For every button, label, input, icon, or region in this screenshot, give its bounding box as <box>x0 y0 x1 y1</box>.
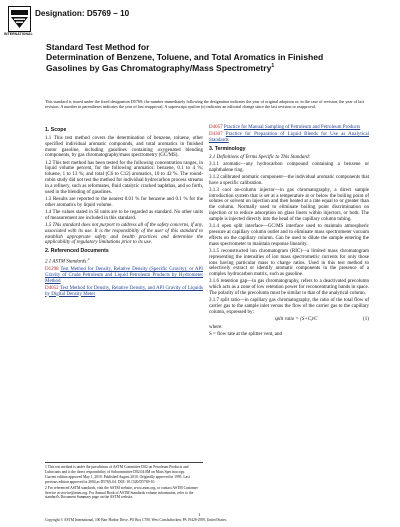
title-main: Determination of Benzene, Toluene, and Total Aromatics in Finished Gasolines by Gas Chromatography/Mass Spectrometry <box>46 51 324 74</box>
para-1-2: 1.2 This test method has been tested for the following concentration ranges, in liquid volume percent, for the following aromatics: benzene, 0.1 to 4 %; toluene, 1 to 13 %; and total (C6 to C12) aromatics, 10 to 42 %. The round-robin study did not test the method for individual hydrocarbon process streams in a refinery, such as reformates, fluid catalytic cracked naphthas, and so forth, used in the blending of gasolines. <box>45 160 203 195</box>
para-3-1-4: 3.1.4 open split interface—GC/MS interface used to maintain atmospheric pressure at capillary column outlet and to eliminate mass spectrometer vacuum effects on the capillary column. Can be used to dilute the sample entering the mass spectrometer to maintain response linearity. <box>209 224 369 247</box>
para-1-5: 1.5 This standard does not purport to address all of the safety concerns, if any, associated with its use. It is the responsibility of the user of this standard to establish appropriate safety and health practices and determine the applicability of regulatory limitations prior to its use. <box>45 222 203 246</box>
scope-heading: 1. Scope <box>45 127 67 133</box>
logo-wordmark: INTERNATIONAL <box>4 32 33 36</box>
title-line-1: Standard Test Method for <box>46 42 150 52</box>
para-3-1: 3.1 Definitions of Terms Specific to This Standard: <box>209 154 311 160</box>
equation-number: (1) <box>363 317 369 323</box>
where-s: S = flow rate at the splitter vent, and <box>209 331 282 337</box>
footnote-1-edition: Current edition approved May 1, 2010. Published August 2010. Originally approved in 1995. Last previous edition approved in 2004 as D5769–04. DOI: 10.1520/D5769-10. <box>45 475 190 485</box>
para-3-1-3: 3.1.3 cool on-column injector—in gas chromatography, a direct sample introduction system that is set at a temperature at or below the boiling point of solutes or solvent on injection and then heated at a rate equal to or greater than the column. Normally used to eliminate boiling point discrimination on injection or to reduce adsorption on glass liners within injectors, or both. The sample is injected directly into the head of the capillary column tubing. <box>209 187 369 222</box>
astm-logo-icon <box>8 6 31 32</box>
reference-link[interactable]: D4307 Practice for Preparation of Liquid Blends for Use as Analytical Standards <box>209 132 370 143</box>
footnotes <box>45 462 203 501</box>
equation-1 <box>209 317 369 323</box>
designation: Designation: D5769 – 10 <box>35 9 130 18</box>
where-label: where: <box>209 324 223 330</box>
reference-link[interactable]: D4052 Test Method for Density, Relative Density, and API Gravity of Liquids by Digital Density Meter <box>45 285 203 297</box>
para-1-4: 1.4 The values stated in SI units are to be regarded as standard. No other units of measurement are included in this standard. <box>45 209 203 221</box>
references-heading: 2. Referenced Documents <box>45 248 109 255</box>
para-2-1: 2.1 ASTM Standards:$^2$ <box>45 257 90 265</box>
footnote-1: 1 This test method is under the jurisdiction of ASTM Committee D02 on Petroleum Products and Lubricants and is the direct responsibility of Subcommittee D02.04.0M on Mass Spectroscopy. <box>45 465 189 474</box>
document-title <box>46 43 366 74</box>
terminology-heading: 3. Terminology <box>209 145 246 152</box>
para-1-3: 1.3 Results are reported to the nearest 0.01 % for benzene and 0.1 % for the other aromatics by liquid volume. <box>45 196 203 208</box>
para-3-1-1: 3.1.1 aromatic—any hydrocarbon compound containing a benzene or naphthalene ring. <box>209 161 369 173</box>
reference-link[interactable]: D4057 Practice for Manual Sampling of Petroleum and Petroleum Products <box>209 125 361 130</box>
para-3-1-7: 3.1.7 split ratio—in capillary gas chromatography, the ratio of the total flow of carrier gas to the sample inlet versus the flow of the carrier gas to the capillary column, expressed by: <box>209 298 369 315</box>
split-ratio-formula: split ratio = (S+C)/C <box>274 317 318 323</box>
left-column <box>45 125 203 299</box>
title-footnote-mark: 1 <box>271 63 275 70</box>
para-3-1-6: 3.1.6 retention gap—in gas chromatography, refers to a deactivated precolumn which acts as a zone of low retention power for reconcentrating bands in space. The polarity of the precolumn must be similar to that of the analytical column. <box>209 279 369 297</box>
page-number: 1 <box>198 512 201 517</box>
intro-note: This standard is issued under the fixed designation D5769; the number immediately following the designation indicates the year of original adoption or, in the case of revision, the year of last revision. A number in parentheses indicates the year of last reapproval. A superscript epsilon (ε) indicates an editorial change since the last revision or reapproval. <box>45 99 364 110</box>
copyright: Copyright © ASTM International, 100 Barr Harbor Drive, PO Box C700, West Conshohocken, PA 19428-2959, United States. <box>45 518 227 522</box>
para-1-1: 1.1 This test method covers the determination of benzene, toluene, other specified individual aromatic compounds, and total aromatics in finished motor gasoline, including gasolines containing oxygenated blending components, by gas chromatography/mass spectrometry (GC/MS). <box>45 135 203 159</box>
right-column <box>209 125 369 339</box>
para-3-1-2: 3.1.2 calibrated aromatic component—the individual aromatic components that have a specific calibration. <box>209 174 369 186</box>
reference-link[interactable]: D1298 Test Method for Density, Relative Density (Specific Gravity), or API Gravity of Crude Petroleum and Liquid Petroleum Products by Hydrometer Method <box>45 266 203 284</box>
footnote-2: 2 For referenced ASTM standards, visit the ASTM website, www.astm.org, or contact ASTM Customer Service at service@astm.org. For Annual Book of ASTM Standards volume information, refer to the standard's Document Summary page on the ASTM website. <box>45 485 198 500</box>
para-3-1-5: 3.1.5 reconstructed ion chromatogram (RIC)—a limited mass chromatogram representing the intensities of ion mass spectrometric currents for only those ions having particular mass to charge ratios. Used in this test method to selectively extract or identify aromatic components in the presence of a complex hydrocarbon matrix, such as gasoline. <box>209 248 369 278</box>
